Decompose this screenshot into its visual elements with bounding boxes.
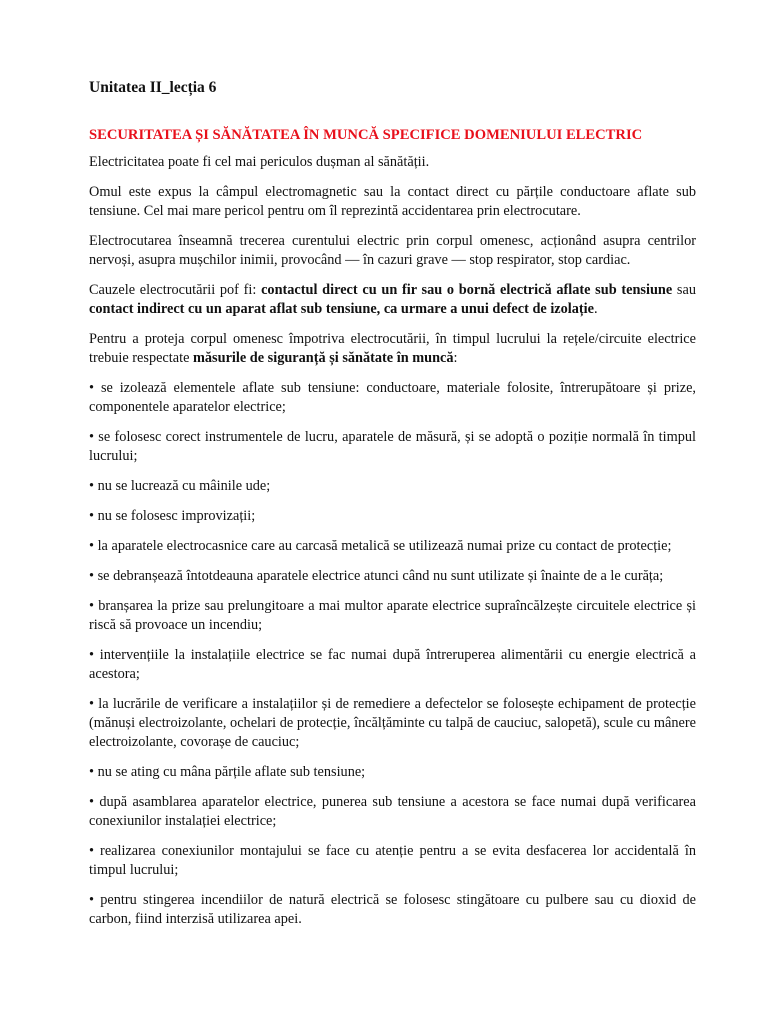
measure-item: • la aparatele electrocasnice care au carcasă metalică se utilizează numai prize cu contact de protecție; [89, 538, 672, 554]
causes-paragraph [89, 281, 696, 319]
measure-item: • branșarea la prize sau prelungitoare a mai multor aparate electrice supraîncălzește circuitele electrice și riscă să provoace un incendiu; [89, 598, 696, 633]
lesson-title: Unitatea II_lecția 6 [89, 79, 217, 96]
measure-item: • intervențiile la instalațiile electrice se fac numai după întreruperea alimentării cu energie electrică a acestora; [89, 647, 696, 682]
intro-paragraph: Electricitatea poate fi cel mai periculos dușman al sănătății. [89, 154, 430, 170]
protect-text-1: Pentru a proteja corpul omenesc împotriva electrocutării, în timpul lucrului la rețele/circuite electrice trebuie respectate [89, 331, 696, 366]
measure-item: • după asamblarea aparatelor electrice, punerea sub tensiune a acestora se face numai după verificarea conexiunilor instalației electrice; [89, 794, 696, 829]
measure-item: • se izolează elementele aflate sub tensiune: conductoare, materiale folosite, întrerupătoare și prize, componentele aparatelor electrice; [89, 380, 696, 415]
measure-item: • nu se ating cu mâna părțile aflate sub tensiune; [89, 764, 366, 780]
measure-item: • pentru stingerea incendiilor de natură electrică se folosesc stingătoare cu pulbere sau cu dioxid de carbon, fiind interzisă utilizarea apei. [89, 892, 696, 927]
measure-item: • se folosesc corect instrumentele de lucru, aparatele de măsură, și se adoptă o poziție normală în timpul lucrului; [89, 429, 696, 464]
causes-bold-1: contactul direct cu un fir sau o bornă electrică aflate sub tensiune [261, 282, 673, 298]
protect-paragraph [89, 330, 696, 368]
causes-text-3: . [594, 301, 598, 317]
causes-text-1: Cauzele electrocutării pof fi: [89, 282, 262, 298]
causes-bold-2: contact indirect cu un aparat aflat sub tensiune, ca urmare a unui defect de izolație [89, 301, 594, 317]
definition-paragraph: Electrocutarea înseamnă trecerea curentului electric prin corpul omenesc, acționând asupra centrilor nervoși, asupra mușchilor inimii, provocând — în cazuri grave — stop respirator, stop cardiac. [89, 233, 696, 268]
measure-item: • nu se lucrează cu mâinile ude; [89, 478, 271, 494]
document-page [89, 78, 696, 940]
exposure-paragraph: Omul este expus la câmpul electromagnetic sau la contact direct cu părțile conductoare aflate sub tensiune. Cel mai mare pericol pentru om îl reprezintă accidentarea prin electrocutare. [89, 184, 696, 219]
protect-text-2: : [453, 350, 458, 366]
measure-item: • realizarea conexiunilor montajului se face cu atenție pentru a se evita desfacerea lor accidentală în timpul lucrului; [89, 843, 696, 878]
measure-item: • la lucrările de verificare a instalațiilor și de remediere a defectelor se folosește echipament de protecție (mănuși electroizolante, ochelari de protecție, încălțăminte cu talpă de cauciuc, salopetă), scule cu mânere electroizolante, covorașe de cauciuc; [89, 696, 696, 750]
protect-bold-1: măsurile de siguranță și sănătate în muncă [193, 350, 454, 366]
section-heading: SECURITATEA ȘI SĂNĂTATEA ÎN MUNCĂ SPECIFICE DOMENIULUI ELECTRIC [89, 127, 643, 143]
measure-item: • nu se folosesc improvizații; [89, 508, 256, 524]
causes-text-2: sau [672, 282, 696, 298]
measure-item: • se debranșează întotdeauna aparatele electrice atunci când nu sunt utilizate și înainte de a le curăța; [89, 568, 664, 584]
